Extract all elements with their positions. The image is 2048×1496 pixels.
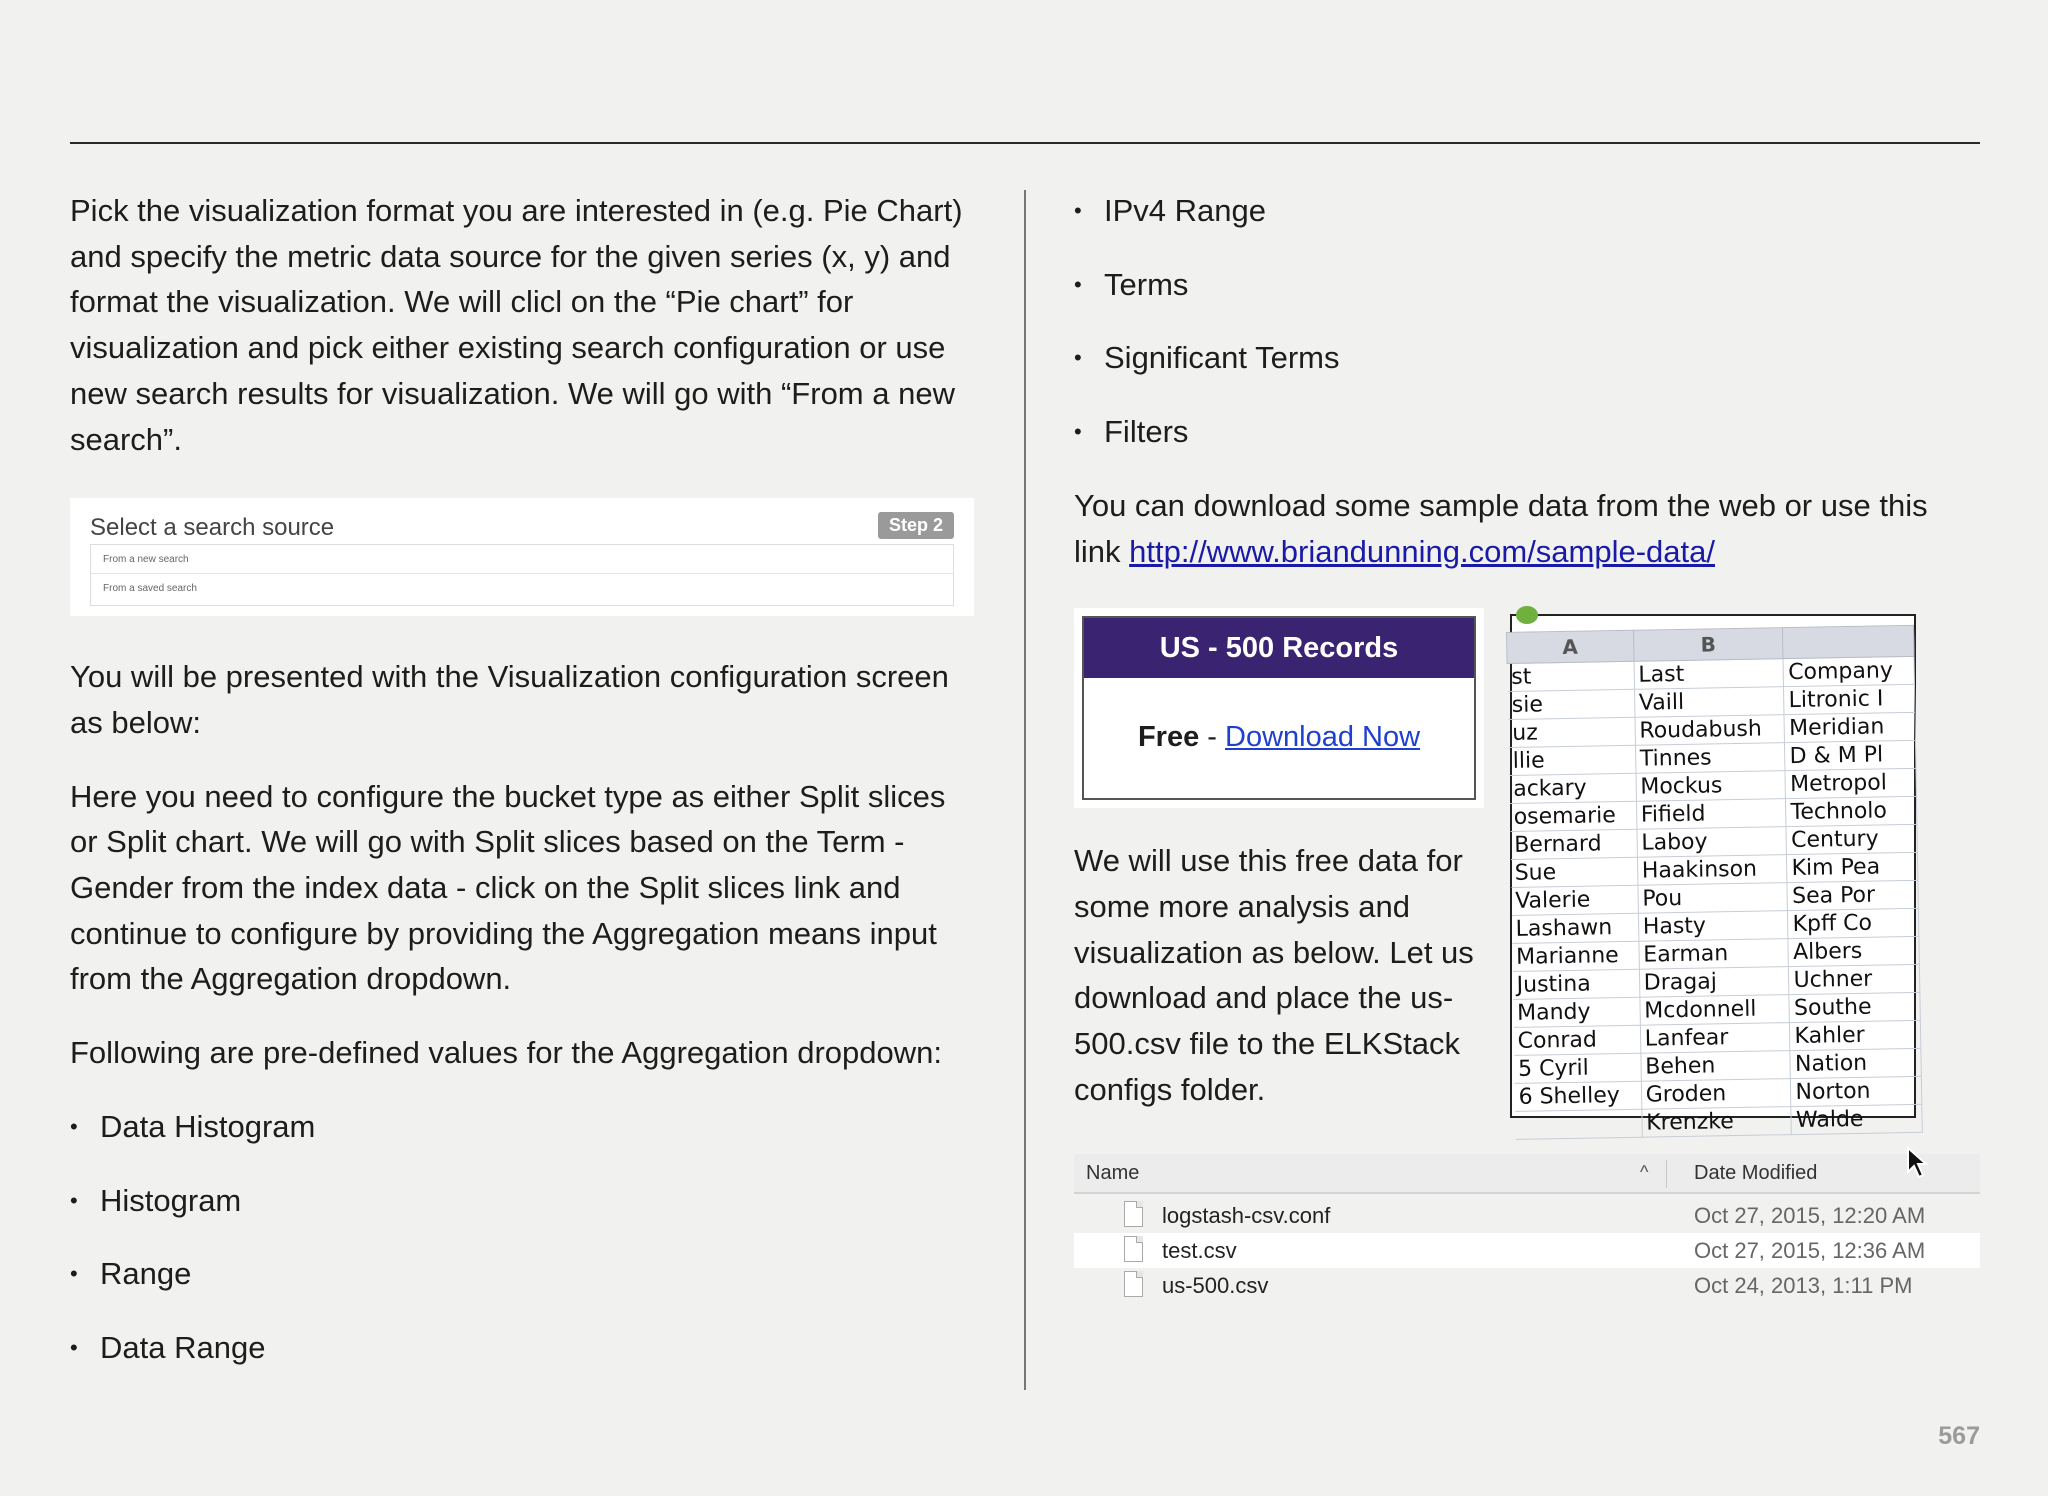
table-cell: Mockus bbox=[1636, 771, 1786, 802]
table-cell bbox=[1515, 1109, 1642, 1139]
table-cell: Sea Por bbox=[1787, 881, 1918, 911]
table-cell: osemarie bbox=[1509, 801, 1636, 831]
table-cell: Bernard bbox=[1510, 829, 1637, 859]
document-icon bbox=[1124, 1236, 1143, 1262]
list-item: • Data Range bbox=[70, 1325, 980, 1371]
mouse-pointer-icon bbox=[1904, 1146, 1934, 1180]
records-banner bbox=[1074, 608, 1484, 808]
search-source-title: Select a search source bbox=[90, 514, 335, 542]
table-cell: Walde bbox=[1791, 1105, 1922, 1135]
file-name: test.csv bbox=[1162, 1238, 1237, 1264]
following-paragraph: Following are pre-defined values for the Aggregation dropdown: bbox=[70, 1035, 942, 1071]
file-name: logstash-csv.conf bbox=[1162, 1203, 1331, 1229]
column-header: A bbox=[1507, 630, 1634, 663]
header-rule bbox=[70, 142, 1980, 144]
page-number: 567 bbox=[1938, 1422, 1980, 1450]
table-cell: Last bbox=[1634, 659, 1784, 690]
aggregation-list-right bbox=[1074, 188, 1980, 455]
table-cell: Krenzke bbox=[1642, 1107, 1792, 1138]
table-cell: Groden bbox=[1641, 1079, 1791, 1110]
list-item: • Data Histogram bbox=[70, 1104, 980, 1150]
table-row bbox=[1515, 1105, 1922, 1140]
table-cell: Technolo bbox=[1786, 797, 1917, 827]
table-cell: Tinnes bbox=[1635, 743, 1785, 774]
table-cell: Litronic I bbox=[1784, 685, 1915, 715]
table-cell: 6 Shelley bbox=[1514, 1081, 1641, 1111]
download-now-link[interactable]: Download Now bbox=[1225, 721, 1421, 754]
aggregation-list-left bbox=[70, 1104, 980, 1371]
records-body bbox=[1084, 678, 1474, 796]
list-item: • Filters bbox=[1074, 409, 1980, 455]
file-date: Oct 24, 2013, 1:11 PM bbox=[1694, 1273, 1913, 1299]
table-cell: Southe bbox=[1789, 993, 1920, 1023]
table-cell: Meridian bbox=[1784, 713, 1915, 743]
list-item: • Terms bbox=[1074, 262, 1980, 308]
table-cell: Valerie bbox=[1511, 885, 1638, 915]
free-label: Free bbox=[1137, 721, 1200, 754]
column-header: B bbox=[1633, 628, 1783, 662]
table-cell: Conrad bbox=[1513, 1025, 1640, 1055]
table-cell: Behen bbox=[1641, 1051, 1791, 1082]
download-paragraph bbox=[1074, 483, 1980, 574]
file-date: Oct 27, 2015, 12:36 AM bbox=[1694, 1238, 1926, 1264]
table-cell: sie bbox=[1508, 689, 1635, 719]
table-cell: Kahler bbox=[1790, 1021, 1921, 1051]
list-item: • Significant Terms bbox=[1074, 335, 1980, 381]
configure-paragraph: Here you need to configure the bucket type as either Split slices or Split chart. We will go with Split slices based on the Term - Gender from the index data - click on the Split slices link and continue to configure by providing the Aggregation means input from the Aggregation dropdown. bbox=[70, 778, 946, 997]
table-cell: Kpff Co bbox=[1788, 909, 1919, 939]
table-cell: Pou bbox=[1638, 883, 1788, 914]
table-cell: Earman bbox=[1639, 939, 1789, 970]
table-cell: Uchner bbox=[1789, 965, 1920, 995]
document-icon bbox=[1124, 1201, 1143, 1227]
table-cell: Dragaj bbox=[1639, 967, 1789, 998]
table-cell: Roudabush bbox=[1635, 715, 1785, 746]
table-cell: Nation bbox=[1790, 1049, 1921, 1079]
table-cell: Company bbox=[1783, 657, 1914, 687]
column-divider bbox=[1024, 190, 1026, 1390]
sample-data-link[interactable]: http://www.briandunning.com/sample-data/ bbox=[1129, 533, 1716, 569]
download-text: You can download some sample data from the web or use this link bbox=[1074, 487, 1928, 569]
table-cell: ackary bbox=[1509, 773, 1636, 803]
presented-paragraph: You will be presented with the Visualization configuration screen as below: bbox=[70, 659, 949, 740]
sort-ascending-icon[interactable]: ^ bbox=[1640, 1162, 1649, 1183]
file-row[interactable] bbox=[1074, 1198, 1980, 1233]
table-cell: Century bbox=[1786, 825, 1917, 855]
table-cell: Albers bbox=[1788, 937, 1919, 967]
column-header bbox=[1783, 626, 1914, 659]
search-source-options bbox=[90, 544, 954, 606]
list-item: • Range bbox=[70, 1251, 980, 1297]
file-row[interactable] bbox=[1074, 1233, 1980, 1268]
document-icon bbox=[1124, 1271, 1143, 1297]
right-column bbox=[1074, 188, 1980, 1314]
table-cell: Fifield bbox=[1636, 799, 1786, 830]
option-saved-search[interactable]: From a saved search bbox=[103, 583, 197, 595]
table-cell: D & M Pl bbox=[1785, 741, 1916, 771]
finder-file-list bbox=[1074, 1154, 1980, 1314]
step-badge: Step 2 bbox=[878, 512, 954, 539]
table-cell: st bbox=[1507, 661, 1634, 691]
table-cell: Marianne bbox=[1512, 941, 1639, 971]
table-cell: 5 Cyril bbox=[1514, 1053, 1641, 1083]
intro-paragraph: Pick the visualization format you are interested in (e.g. Pie Chart) and specify the metric data source for the given series (x, y) and format the visualization. We will clicl on the “Pie chart” for visualization and pick either existing search configuration or use new search results for visualization. We will go with “From a new search”. bbox=[70, 193, 963, 457]
table-cell: Haakinson bbox=[1637, 855, 1787, 886]
table-cell: Hasty bbox=[1638, 911, 1788, 942]
spreadsheet-table bbox=[1506, 625, 1923, 1140]
use-data-paragraph: We will use this free data for some more analysis and visualization as below. Let us download and place the us-500.csv file to the ELKStack configs folder. bbox=[1074, 843, 1474, 1107]
spreadsheet-preview bbox=[1510, 614, 1916, 1136]
table-cell: Vaill bbox=[1634, 687, 1784, 718]
table-cell: Sue bbox=[1510, 857, 1637, 887]
table-cell: uz bbox=[1508, 717, 1635, 747]
free-dash: - bbox=[1199, 721, 1225, 754]
table-cell: Kim Pea bbox=[1787, 853, 1918, 883]
table-cell: Mcdonnell bbox=[1640, 995, 1790, 1026]
file-name: us-500.csv bbox=[1162, 1273, 1269, 1299]
list-item: • Histogram bbox=[70, 1178, 980, 1224]
sample-data-section bbox=[1074, 608, 1980, 1136]
option-new-search[interactable]: From a new search bbox=[91, 545, 953, 574]
file-list-header bbox=[1074, 1154, 1980, 1194]
table-cell: Justina bbox=[1512, 969, 1639, 999]
table-cell: Mandy bbox=[1513, 997, 1640, 1027]
file-row[interactable] bbox=[1074, 1268, 1980, 1303]
search-source-panel bbox=[70, 498, 974, 616]
date-column-header[interactable]: Date Modified bbox=[1694, 1162, 1818, 1185]
file-date: Oct 27, 2015, 12:20 AM bbox=[1694, 1203, 1926, 1229]
list-item: • IPv4 Range bbox=[1074, 188, 1980, 234]
name-column-header[interactable]: Name bbox=[1086, 1162, 1140, 1185]
table-cell: Laboy bbox=[1637, 827, 1787, 858]
records-title: US - 500 Records bbox=[1084, 618, 1474, 678]
left-column bbox=[70, 188, 980, 1399]
table-cell: Metropol bbox=[1785, 769, 1916, 799]
window-button-icon bbox=[1516, 606, 1538, 624]
table-cell: Lashawn bbox=[1511, 913, 1638, 943]
table-cell: llie bbox=[1509, 745, 1636, 775]
column-separator bbox=[1666, 1160, 1667, 1188]
table-cell: Norton bbox=[1791, 1077, 1922, 1107]
table-cell: Lanfear bbox=[1640, 1023, 1790, 1054]
